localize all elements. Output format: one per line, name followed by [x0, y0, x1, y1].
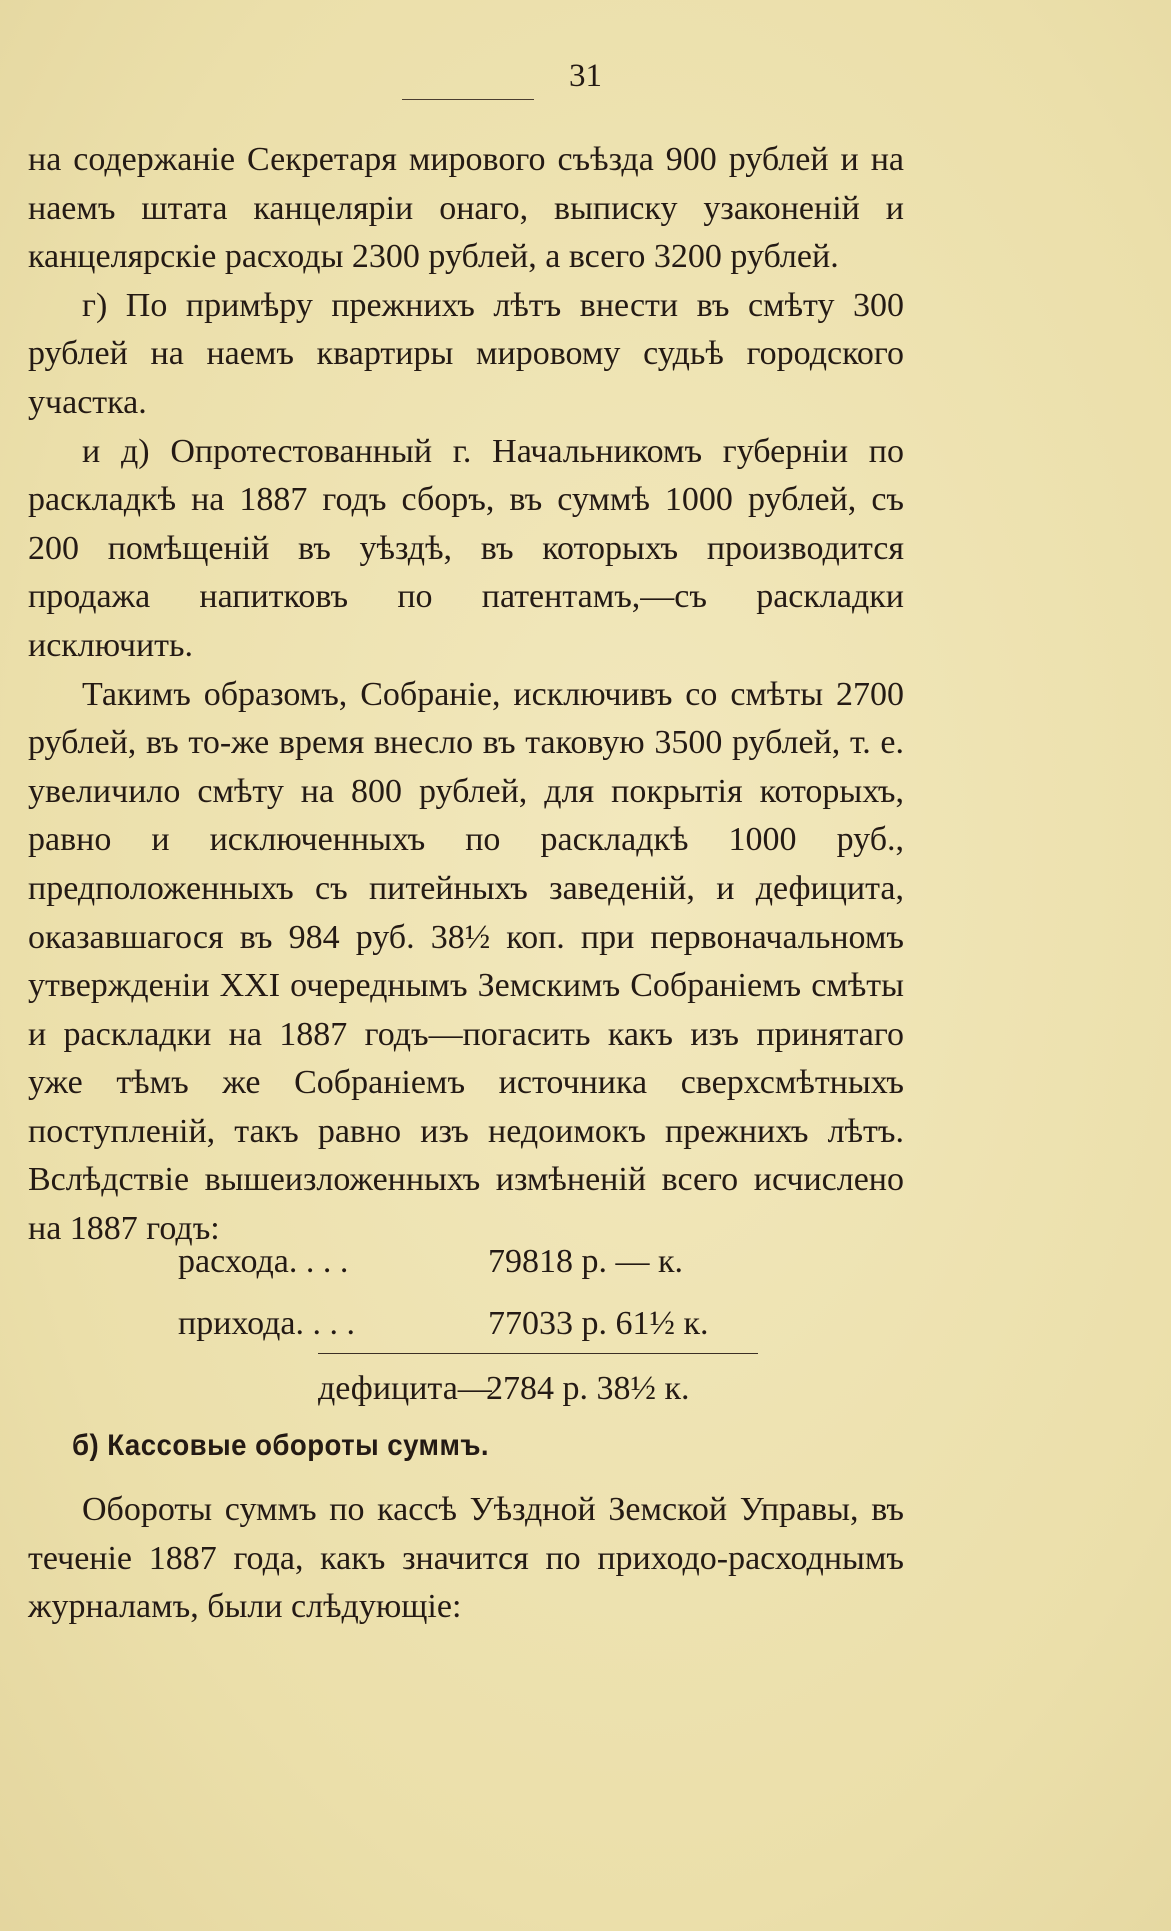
paragraph-secretary-costs: на содержаніе Секретаря мирового съѣзда 900 рублей и на наемъ штата канцеляріи онаго, выписку узаконеній и канцелярскіе расходы 2300 рублей, а всего 3200 рублей.: [28, 141, 904, 276]
header-rule: [402, 99, 534, 100]
paragraph-item-g: г) По примѣру прежнихъ лѣтъ внести въ смѣту 300 рублей на наемъ квартиры мировому судьѣ городского участка.: [28, 286, 904, 421]
deficit-label: дефицита—: [318, 1370, 492, 1407]
body-text-top: [28, 136, 904, 1254]
deficit-amount: 2784 р. 38½ к.: [486, 1370, 690, 1407]
paragraph-cash-turnover: Обороты суммъ по кассѣ Уѣздной Земской Управы, въ теченіе 1887 года, какъ значится по приходо-расходнымъ журналамъ, были слѣдующіе:: [28, 1491, 904, 1626]
income-label: прихода. . . .: [178, 1305, 356, 1342]
income-amount: 77033 р. 61½ к.: [488, 1305, 709, 1342]
page-number: 31: [569, 58, 602, 94]
totals-sum-rule: [318, 1353, 758, 1354]
section-heading: б) Кассовые обороты суммъ.: [72, 1429, 490, 1462]
expense-label: расхода. . . .: [178, 1243, 349, 1280]
paragraph-item-d: и д) Опротестованный г. Начальникомъ губерніи по раскладкѣ на 1887 годъ сборъ, въ суммѣ 1000 рублей, съ 200 помѣщеній въ уѣздѣ, въ которыхъ производится продажа напитковъ по патентамъ,—съ раскладки исключить.: [28, 432, 904, 664]
body-text-bottom: [28, 1486, 904, 1632]
expense-amount: 79818 р. — к.: [488, 1243, 684, 1280]
paragraph-summary: Такимъ образомъ, Собраніе, исключивъ со смѣты 2700 рублей, въ то-же время внесло въ таковую 3500 рублей, т. е. увеличило смѣту на 800 рублей, для покрытія которыхъ, равно и исключенныхъ по раскладкѣ 1000 руб., предположенныхъ съ питейныхъ заведеній, и дефицита, оказавшагося въ 984 руб. 38½ коп. при первоначальномъ утвержденіи XXI очереднымъ Земскимъ Собраніемъ смѣты и раскладки на 1887 годъ—погасить какъ изъ принятаго уже тѣмъ же Собраніемъ источника сверхсмѣтныхъ поступленій, такъ равно изъ недоимокъ прежнихъ лѣтъ. Вслѣдствіе вышеизложенныхъ измѣненій всего исчислено на 1887 годъ:: [28, 675, 904, 1248]
